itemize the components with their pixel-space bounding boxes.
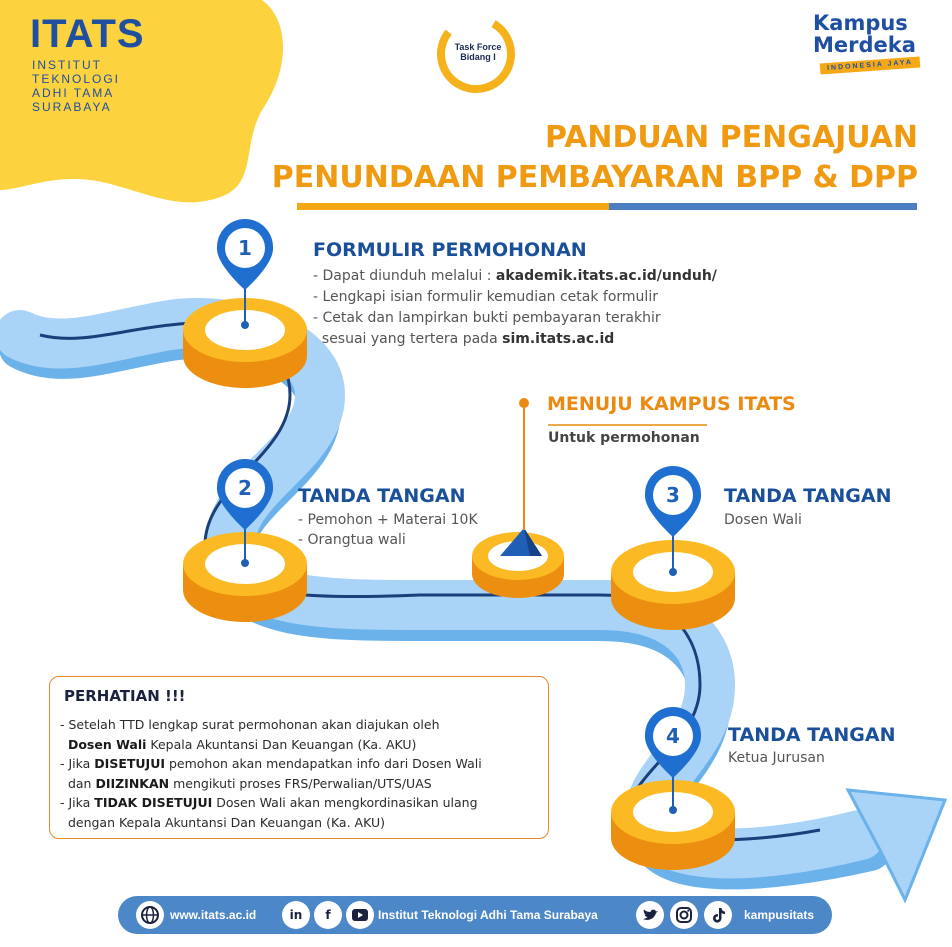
tiktok-icon[interactable] (704, 901, 732, 929)
step-4-title: TANDA TANGAN (728, 724, 896, 746)
itats-logo-subtitle (32, 58, 120, 114)
instagram-icon[interactable] (670, 901, 698, 929)
task-force-line2: Bidang I (460, 52, 496, 62)
footer-social-handle[interactable]: kampusitats (744, 908, 815, 922)
kampus-merdeka-line1: Kampus (813, 11, 908, 35)
step-2-item: - Orangtua wali (298, 532, 406, 548)
globe-icon (136, 901, 164, 929)
task-force-label (444, 42, 512, 62)
step-1-item: - Dapat diunduh melalui : akademik.itats.ac.id/unduh/ (313, 268, 717, 284)
task-force-line1: Task Force (454, 42, 502, 52)
step-2-details (298, 510, 478, 550)
step-number-2: 2 (238, 476, 252, 500)
platform-flag (472, 528, 564, 598)
logo-line: TEKNOLOGI (32, 72, 121, 86)
title-underline-blue (609, 203, 917, 210)
footer-website-link[interactable]: www.itats.ac.id (170, 908, 257, 922)
title-line1: PANDUAN PENGAJUAN (544, 120, 918, 155)
twitter-icon[interactable] (636, 901, 664, 929)
step-number-1: 1 (238, 236, 252, 260)
notice-line: dan DIIZINKAN mengikuti proses FRS/Perwalian/UTS/UAS (60, 775, 432, 791)
step-1-item: - Lengkapi isian formulir kemudian cetak formulir (313, 289, 658, 305)
notice-title: PERHATIAN !!! (64, 687, 186, 705)
step-number-3: 3 (666, 483, 680, 507)
notice-line: Dosen Wali Kepala Akuntansi Dan Keuangan (Ka. AKU) (67, 736, 417, 752)
step-4-subtitle: Ketua Jurusan (728, 750, 825, 766)
title-underline-orange (297, 203, 609, 210)
notice-body (60, 715, 482, 832)
step-1-details (313, 266, 717, 350)
step-1-title: FORMULIR PERMOHONAN (313, 239, 587, 261)
step-1-item: sesuai yang tertera pada sim.itats.ac.id (313, 331, 615, 347)
page-title (272, 118, 918, 198)
notice-box (49, 676, 549, 839)
step-1-item: - Cetak dan lampirkan bukti pembayaran terakhir (313, 310, 661, 326)
title-line2: PENUNDAAN PEMBAYARAN BPP & DPP (271, 160, 918, 195)
logo-line: ADHI TAMA (32, 86, 115, 100)
youtube-icon[interactable] (346, 901, 374, 929)
kampus-merdeka-line2: Merdeka (813, 33, 916, 57)
footer-bar (118, 896, 832, 934)
linkedin-icon[interactable]: in (282, 901, 310, 929)
itats-logo: ITATS (30, 12, 145, 56)
kampus-merdeka-tagline: INDONESIA JAYA (820, 57, 921, 75)
notice-line: dengan Kepala Akuntansi Dan Keuangan (Ka. AKU) (60, 814, 385, 830)
logo-line: INSTITUT (32, 58, 102, 72)
notice-line: - Jika TIDAK DISETUJUI Dosen Wali akan mengkordinasikan ulang (60, 795, 478, 810)
footer-institution: Institut Teknologi Adhi Tama Surabaya (378, 908, 598, 922)
step-2-item: - Pemohon + Materai 10K (298, 512, 478, 528)
step-3-title: TANDA TANGAN (724, 485, 892, 507)
logo-line: SURABAYA (32, 100, 112, 114)
notice-line: - Jika DISETUJUI pemohon akan mendapatkan info dari Dosen Wali (60, 756, 482, 771)
step-number-4: 4 (666, 724, 680, 748)
flag-step-title: MENUJU KAMPUS ITATS (547, 393, 796, 415)
notice-line: - Setelah TTD lengkap surat permohonan akan diajukan oleh (60, 717, 440, 732)
flag-step-subtitle: Untuk permohonan (548, 430, 700, 446)
step-2-title: TANDA TANGAN (298, 485, 466, 507)
facebook-icon[interactable]: f (314, 901, 342, 929)
step-3-subtitle: Dosen Wali (724, 512, 802, 528)
